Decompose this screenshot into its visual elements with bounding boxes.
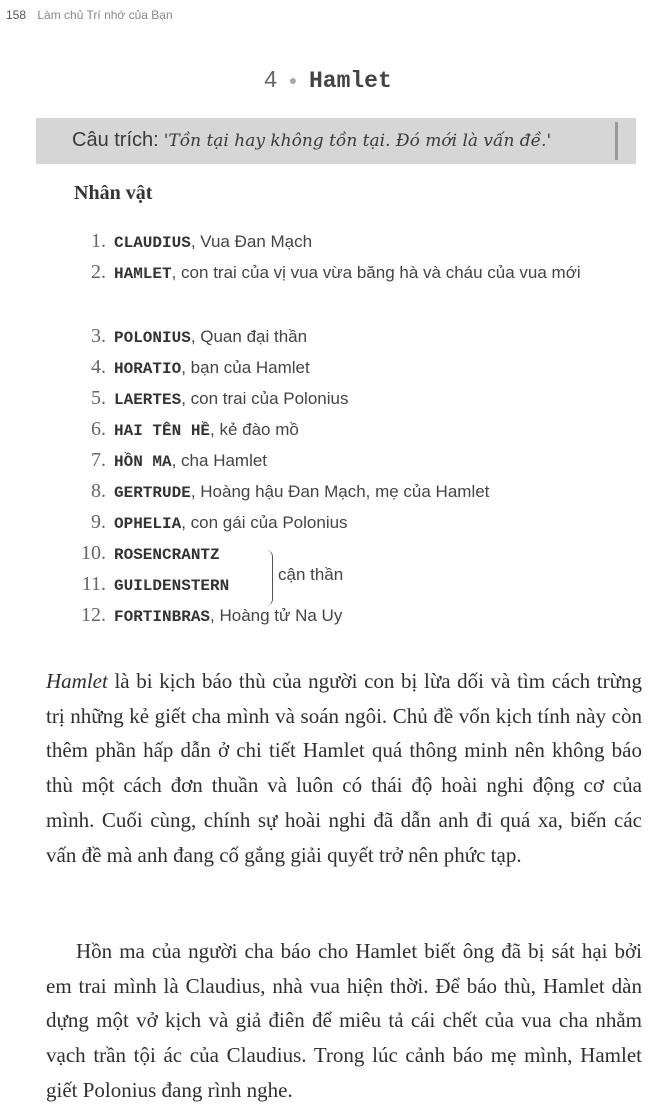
character-item: [70, 352, 630, 383]
item-number: 6.: [91, 418, 106, 440]
character-desc: , Quan đại thần: [190, 327, 308, 346]
character-name: HAMLET: [114, 265, 172, 283]
item-number: 7.: [91, 449, 106, 471]
character-item: [70, 383, 630, 414]
character-item: [70, 226, 630, 257]
character-desc: , con trai của Polonius: [181, 389, 349, 408]
courtier-group: [114, 548, 514, 610]
paragraph-text: là bi kịch báo thù của người con bị lừa dối và tìm cách trừng trị những kẻ giết cha mình và soán ngôi. Chủ đề vốn kịch tính này còn thêm phần hấp dẫn ở chi tiết Hamlet quá thông minh nên không báo thù một cách đơn thuần và luôn có thái độ hoài nghi động cơ của mình. Cuối cùng, chính sự hoài nghi đã dẫn anh đi quá xa, biến các vấn đề mà anh đang cố gắng giải quyết trở nên phức tạp.: [46, 669, 642, 867]
character-item: [70, 414, 630, 445]
item-number: 10.: [81, 542, 106, 564]
character-desc: , bạn của Hamlet: [181, 358, 310, 377]
character-item: [70, 476, 630, 507]
character-name: HORATIO: [114, 360, 182, 378]
character-desc: , Hoàng hậu Đan Mạch, mẹ của Hamlet: [190, 482, 490, 501]
chapter-title: [0, 66, 656, 94]
item-number: 2.: [91, 261, 106, 283]
chapter-number: 4: [264, 66, 277, 92]
character-item: [70, 507, 630, 538]
character-name: GERTRUDE: [114, 484, 191, 502]
brace-icon: [266, 550, 273, 606]
play-title-italic: Hamlet: [46, 669, 108, 693]
body-paragraph: Hồn ma của người cha báo cho Hamlet biết ông đã bị sát hại bởi em trai mình là Claudius, nhà vua hiện thời. Để báo thù, Hamlet dàn dựng một vở kịch và giả điên để miêu tả cái chết của vua cha nhằm vạch trần tội ác của Claudius. Trong lúc cảnh báo mẹ mình, Hamlet giết Polonius đang rình nghe.: [46, 939, 642, 1102]
chapter-name: Hamlet: [308, 68, 392, 94]
group-label: cận thần: [278, 565, 344, 584]
character-name: HỒN MA: [114, 453, 172, 471]
character-desc: , con gái của Polonius: [181, 513, 348, 532]
character-name: GUILDENSTERN: [114, 577, 230, 595]
character-desc: , cha Hamlet: [171, 451, 268, 470]
character-desc: , Hoàng tử Na Uy: [210, 606, 343, 625]
quote-bar-decoration: [615, 122, 618, 160]
character-desc: , Vua Đan Mạch: [190, 232, 313, 251]
item-number: 5.: [91, 387, 106, 409]
book-title: Làm chủ Trí nhớ của Bạn: [37, 8, 173, 22]
character-name: LAERTES: [114, 391, 182, 409]
character-name: OPHELIA: [114, 515, 182, 533]
character-name: POLONIUS: [114, 329, 191, 347]
running-header: [6, 8, 173, 22]
item-number: 1.: [91, 230, 106, 252]
quote-label: Câu trích:: [72, 129, 159, 151]
character-item: [70, 321, 630, 352]
body-paragraph: [46, 664, 642, 872]
quote-box: [36, 118, 636, 164]
quote-text: 'Tồn tại hay không tồn tại. Đó mới là vấn đề.': [163, 131, 552, 151]
item-number: 11.: [81, 573, 106, 595]
item-number: 12.: [81, 604, 106, 626]
character-item: [70, 445, 630, 476]
character-name: ROSENCRANTZ: [114, 546, 220, 564]
item-number: 4.: [91, 356, 106, 378]
item-number: 9.: [91, 511, 106, 533]
item-number: 8.: [91, 480, 106, 502]
character-name: FORTINBRAS: [114, 608, 211, 626]
character-desc: , kẻ đào mồ: [210, 420, 299, 439]
item-number: 3.: [91, 325, 106, 347]
bullet-icon: ●: [288, 73, 298, 89]
character-name: CLAUDIUS: [114, 234, 191, 252]
character-item: [70, 257, 630, 321]
characters-heading: Nhân vật: [74, 182, 153, 204]
character-name: HAI TÊN HỀ: [114, 422, 211, 440]
page-number: 158: [6, 8, 27, 22]
character-desc: , con trai của vị vua vừa băng hà và cháu của vua mới: [171, 263, 581, 282]
